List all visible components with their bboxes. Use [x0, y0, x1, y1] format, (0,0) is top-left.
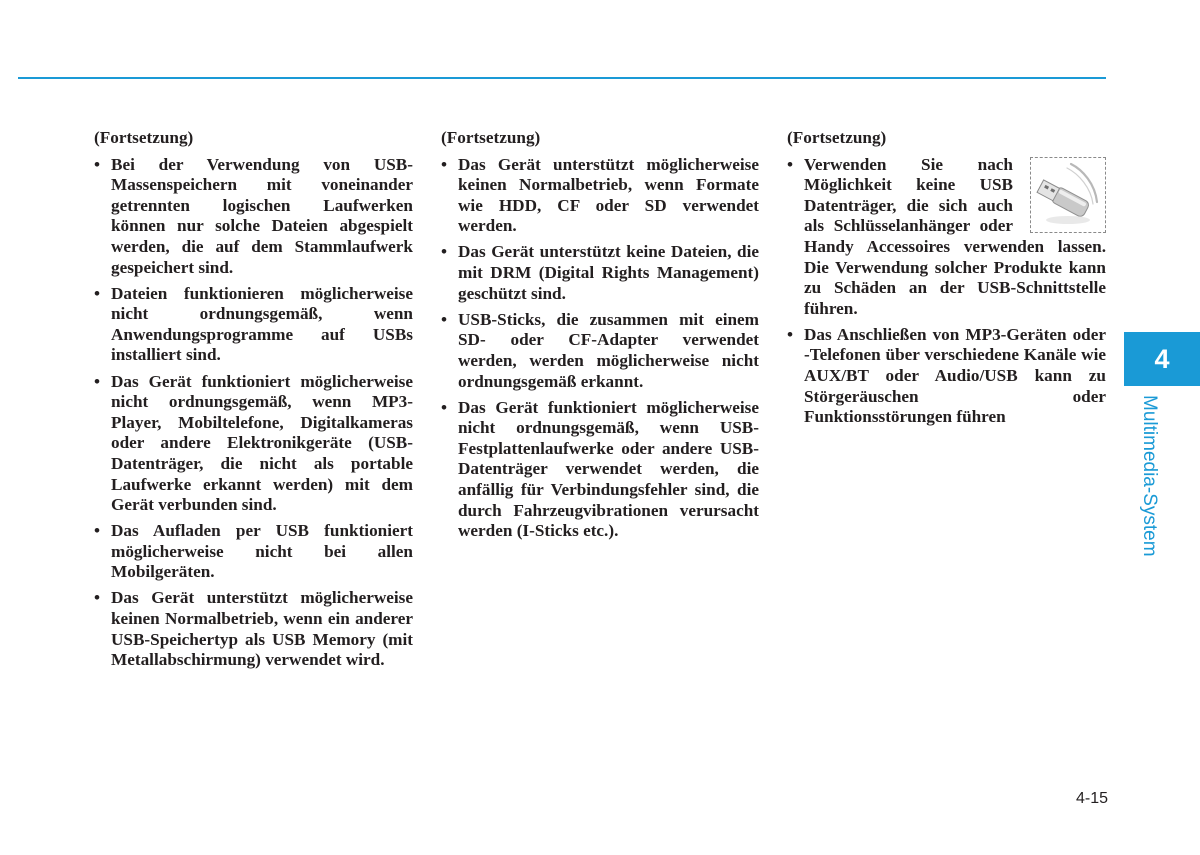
text-column-2: [441, 128, 759, 547]
bullet-list: [787, 155, 1106, 428]
continuation-heading: (Fortsetzung): [787, 128, 887, 147]
continuation-heading: (Fortsetzung): [441, 128, 541, 147]
list-item: • USB-Sticks, die zusammen mit einem SD- oder CF-Adapter verwendet werden, werden möglicherweise nicht ordnungsgemäß erkannt.: [441, 310, 759, 392]
bullet-list: [94, 155, 413, 671]
chapter-title: Multimedia-System: [1139, 395, 1160, 557]
list-item: • Das Gerät funktioniert möglicherweise nicht ordnungsgemäß, wenn MP3-Player, Mobiltelefone, Digitalkameras oder andere Elektronikgeräte (USB-Datenträger, die nicht als portable Laufwerke erkannt werden) mit dem Gerät verbunden sind.: [94, 372, 413, 516]
header-rule: [18, 77, 1106, 79]
page-number: 4-15: [1075, 790, 1108, 807]
list-item: • Das Gerät unterstützt keine Dateien, die mit DRM (Digital Rights Management) geschützt sind.: [441, 242, 759, 304]
bullet-list: [441, 155, 759, 542]
list-item: • Das Anschließen von MP3-Geräten oder -Telefonen über verschiedene Kanäle wie AUX/BT oder Audio/USB kann zu Störgeräuschen oder Funktionsstörungen führen: [787, 325, 1106, 428]
list-item: • Das Gerät unterstützt möglicherweise keinen Normalbetrieb, wenn Formate wie HDD, CF oder SD verwendet werden.: [441, 155, 759, 237]
chapter-number-tab: 4: [1124, 332, 1200, 386]
text-column-1: [94, 128, 413, 676]
list-item: • Das Aufladen per USB funktioniert möglicherweise nicht bei allen Mobilgeräten.: [94, 521, 413, 583]
list-item: • Verwenden Sie nach Möglichkeit keine USB Datenträger, die sich auch als Schlüsselanhänger oder Handy Accessoires verwenden lassen. Die Verwendung solcher Produkte kann zu Schäden an der USB-Schnittstelle führen.: [787, 155, 1106, 320]
list-item: • Das Gerät unterstützt möglicherweise keinen Normalbetrieb, wenn ein anderer USB-Speichertyp als USB Memory (mit Metallabschirmung) verwendet wird.: [94, 588, 413, 670]
continuation-heading: (Fortsetzung): [94, 128, 194, 147]
list-item: • Das Gerät funktioniert möglicherweise nicht ordnungsgemäß, wenn USB-Festplattenlaufwerke oder andere USB-Datenträger verwendet werden, die anfällig für Verbindungsfehler sind, die durch Fahrzeugvibrationen verursacht werden (I-Sticks etc.).: [441, 398, 759, 542]
list-item: • Bei der Verwendung von USB-Massenspeichern mit voneinander getrennten logischen Laufwerken können nur solche Dateien abgespielt werden, die auf dem Stammlaufwerk gespeichert sind.: [94, 155, 413, 279]
list-item: • Dateien funktionieren möglicherweise nicht ordnungsgemäß, wenn Anwendungsprogramme auf USBs installiert sind.: [94, 284, 413, 366]
text-column-3: [787, 128, 1106, 433]
